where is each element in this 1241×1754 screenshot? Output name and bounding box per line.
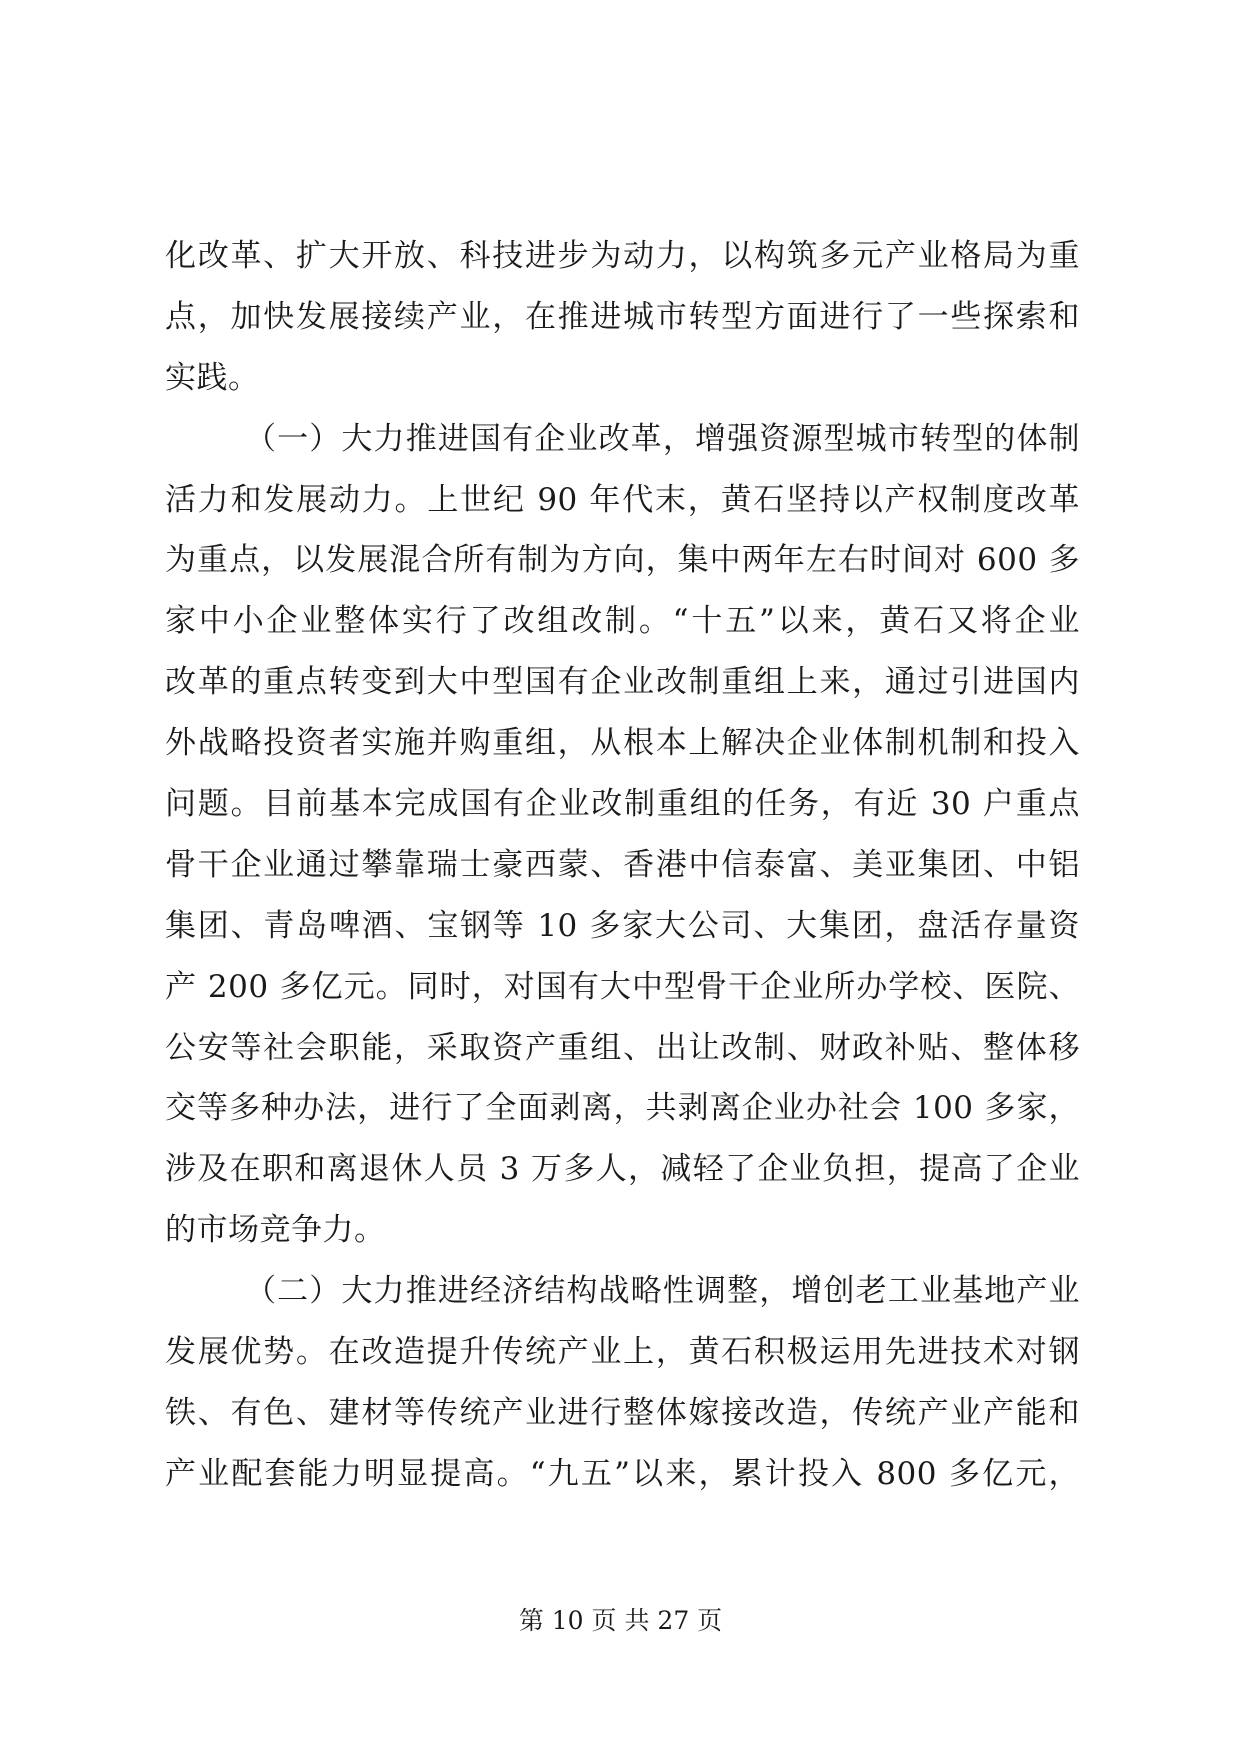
paragraph-intro-continued <box>165 226 1080 409</box>
document-body <box>165 226 1080 1505</box>
text-line: 集团、青岛啤酒、宝钢等 10 多家大公司、大集团，盘活存量资 <box>165 907 1080 944</box>
text-line: （一）大力推进国有企业改革，增强资源型城市转型的体制 <box>245 420 1080 457</box>
text-line: 家中小企业整体实行了改组改制。“十五”以来，黄石又将企业 <box>165 603 1080 640</box>
text-line: 铁、有色、建材等传统产业进行整体嫁接改造，传统产业产能和 <box>165 1394 1080 1431</box>
text-line: 改革的重点转变到大中型国有企业改制重组上来，通过引进国内 <box>165 664 1080 701</box>
text-line: 化改革、扩大开放、科技进步为动力，以构筑多元产业格局为重 <box>165 238 1080 274</box>
text-line: 骨干企业通过攀靠瑞士豪西蒙、香港中信泰富、美亚集团、中铝 <box>165 846 1080 883</box>
text-line: 涉及在职和离退休人员 3 万多人，减轻了企业负担，提高了企业 <box>165 1151 1080 1188</box>
text-line: 的市场竞争力。 <box>165 1212 386 1249</box>
text-line: 产 200 多亿元。同时，对国有大中型骨干企业所办学校、医院、 <box>165 968 1080 1005</box>
text-line: （二）大力推进经济结构战略性调整，增创老工业基地产业 <box>245 1273 1080 1310</box>
text-line: 点，加快发展接续产业，在推进城市转型方面进行了一些探索和 <box>165 298 1080 335</box>
text-line: 发展优势。在改造提升传统产业上，黄石积极运用先进技术对钢 <box>165 1334 1080 1371</box>
text-line: 外战略投资者实施并购重组，从根本上解决企业体制机制和投入 <box>165 725 1080 762</box>
text-line: 公安等社会职能，采取资产重组、出让改制、财政补贴、整体移 <box>165 1029 1080 1066</box>
text-line: 活力和发展动力。上世纪 90 年代末，黄石坚持以产权制度改革 <box>165 481 1080 518</box>
text-line: 实践。 <box>165 359 260 396</box>
text-line: 为重点，以发展混合所有制为方向，集中两年左右时间对 600 多 <box>165 542 1080 579</box>
paragraph-section-1 <box>165 409 1080 1261</box>
text-line: 产业配套能力明显提高。“九五”以来，累计投入 800 多亿元， <box>165 1455 1080 1492</box>
page-number-footer: 第 10 页 共 27 页 <box>518 1606 723 1635</box>
text-line: 交等多种办法，进行了全面剥离，共剥离企业办社会 100 多家， <box>165 1090 1080 1127</box>
text-line: 问题。目前基本完成国有企业改制重组的任务，有近 30 户重点 <box>165 786 1080 823</box>
paragraph-section-2 <box>165 1261 1080 1505</box>
